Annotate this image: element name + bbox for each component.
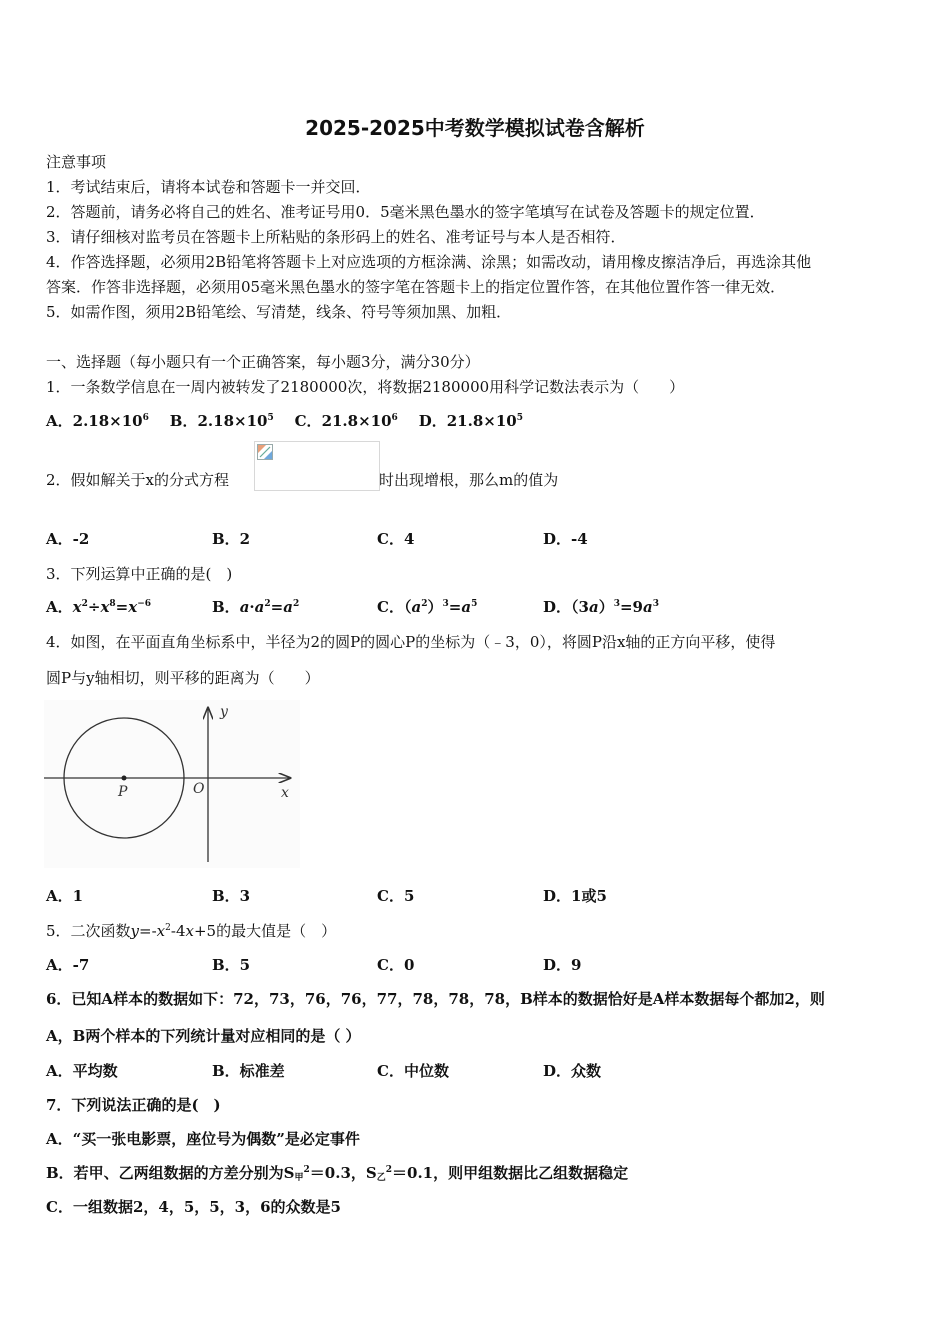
question-4-stem-line2: 圆P与y轴相切，则平移的距离为（ ） [46,669,320,687]
section-heading: 一、选择题（每小题只有一个正确答案，每小题3分，满分30分） [46,353,480,371]
q6-option-b: B．标准差 [212,1062,285,1080]
equation-image-placeholder [254,441,380,491]
figure-svg [44,700,300,868]
q5-option-d: D．9 [543,956,582,974]
q7-option-b: B．若甲、乙两组数据的方差分别为$S_甲^2=0.3$，$S_乙^2=0.1$，则甲组数据比乙组数据稳定 [46,1164,629,1183]
q4-option-d: D．1或5 [543,887,607,905]
q4-option-b: B．3 [212,887,251,905]
page-title: 2025-2025中考数学模拟试卷含解析 [305,116,645,140]
circle-coordinate-figure [44,700,300,868]
q7-option-a: A．“买一张电影票，座位号为偶数”是必定事件 [46,1130,360,1148]
notice-item: 5．如需作图，须用2B铅笔绘、写清楚，线条、符号等须加黑、加粗． [46,303,512,321]
q5-option-b: B．5 [212,956,251,974]
question-3-stem: 3．下列运算中正确的是( ) [46,565,233,583]
y-axis-label: y [220,704,228,720]
q1-option-b: B．$2.18\times 10^5$ [169,412,274,430]
q5-option-a: A．-7 [46,956,90,974]
q3-option-b: B．$a\cdot a^2=a^2$ [212,598,300,616]
q4-option-a: A．1 [46,887,84,905]
question-7-stem: 7．下列说法正确的是( ) [46,1096,221,1114]
q3-option-d: D．$(3a)^3=9a^3$ [543,598,659,616]
notice-item: 3．请仔细核对监考员在答题卡上所粘贴的条形码上的姓名、准考证号与本人是否相符． [46,228,626,246]
question-2-stem-after: 时出现增根，那么m的值为 [379,471,559,489]
q1-option-a: A．$2.18\times 10^6$ [46,412,149,430]
q2-option-c: C．4 [377,530,415,548]
question-6-stem-line1: 6．已知A样本的数据如下：72，73，76，76，77，78，78，78，B样本的数据恰好是A样本数据每个都加2，则 [46,990,825,1008]
q2-option-b: B．2 [212,530,251,548]
q7-option-c: C．一组数据2，4，5，5，3，6的众数是5 [46,1198,341,1216]
center-point [122,776,127,781]
q6-option-a: A．平均数 [46,1062,118,1080]
q1-option-c: C．$21.8\times 10^6$ [294,412,398,430]
q3-option-c: C．$(a^2)^3=a^5$ [377,598,478,616]
q5-option-c: C．0 [377,956,415,974]
notice-item: 答案．作答非选择题，必须用05毫米黑色墨水的签字笔在答题卡上的指定位置作答，在其他位置作答一律无效． [46,278,786,296]
notice-item: 4．作答选择题，必须用2B铅笔将答题卡上对应选项的方框涂满、涂黑；如需改动，请用橡皮擦洁净后，再选涂其他 [46,253,812,271]
point-p-label: P [118,784,128,800]
q3-option-a: A．$x^2\div x^8=x^{-6}$ [46,598,151,616]
notice-item: 2．答题前，请务必将自己的姓名、准考证号用0．5毫米黑色墨水的签字笔填写在试卷及答题卡的规定位置． [46,203,765,221]
origin-label: O [193,781,205,797]
question-6-stem-line2: A，B两个样本的下列统计量对应相同的是（ ） [46,1027,361,1045]
q4-option-c: C．5 [377,887,415,905]
notice-item: 1．考试结束后，请将本试卷和答题卡一并交回． [46,178,371,196]
question-1-stem: 1．一条数学信息在一周内被转发了2180000次，将数据2180000用科学记数法表示为（ ） [46,378,685,396]
q2-option-a: A．-2 [46,530,90,548]
q6-option-c: C．中位数 [377,1062,449,1080]
question-5-stem: 5．二次函数$y=-x^2-4x+5$的最大值是（ ） [46,922,337,940]
q6-option-d: D．众数 [543,1062,602,1080]
question-4-stem-line1: 4．如图，在平面直角坐标系中，半径为2的圆P的圆心P的坐标为（﹣3，0），将圆P沿x轴的正方向平移，使得 [46,633,776,651]
q1-option-d: D．$21.8\times 10^5$ [418,412,523,430]
q2-option-d: D．-4 [543,530,588,548]
notice-heading: 注意事项 [46,153,107,171]
x-axis-label: x [281,785,289,801]
broken-image-icon [257,444,273,460]
question-2-stem-before: 2．假如解关于x的分式方程 [46,471,230,489]
q1-options [46,411,523,431]
